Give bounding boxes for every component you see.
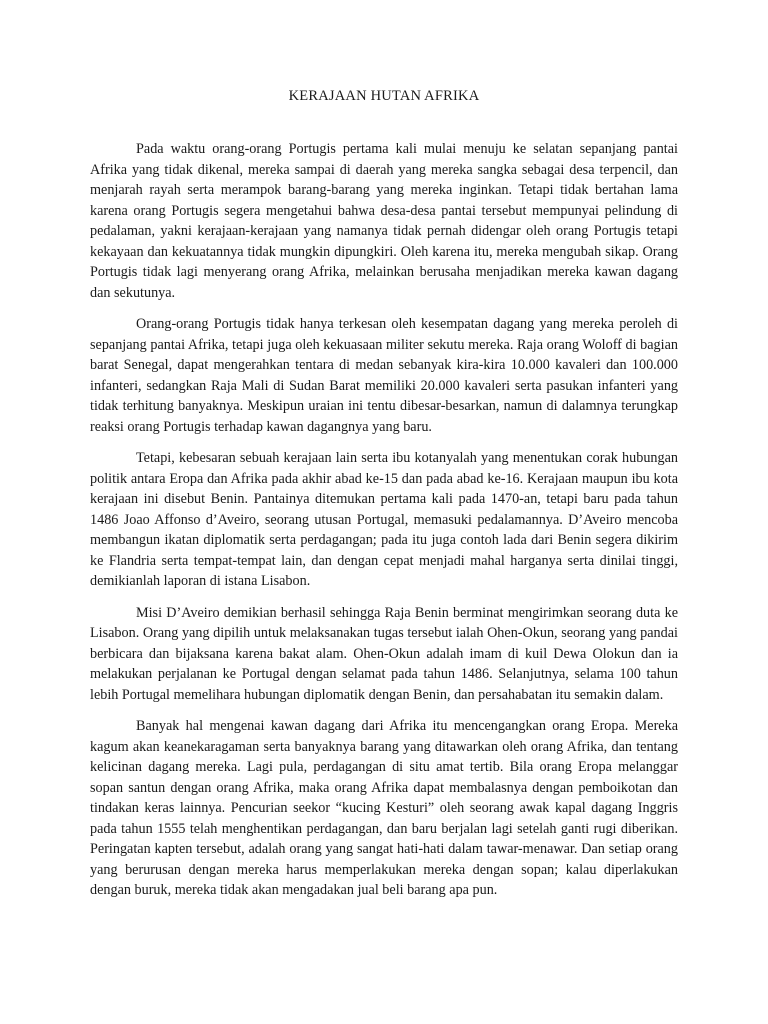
paragraph-4: Misi D’Aveiro demikian berhasil sehingga Raja Benin berminat mengirimkan seorang duta ke Lisabon. Orang yang dipilih untuk melaksanakan tugas tersebut ialah Ohen-Okun, seorang yang pandai berbicara dan bijaksana karena bakat alam. Ohen-Okun adalah imam di kuil Dewa Olokun dan ia melakukan perjalanan ke Portugal dengan selamat pada tahun 1486. Selanjutnya, selama 100 tahun lebih Portugal memelihara hubungan diplomatik dengan Benin, dan persahabatan itu semakin dalam. xyxy=(90,604,678,703)
paragraph-5: Banyak hal mengenai kawan dagang dari Afrika itu mencengangkan orang Eropa. Mereka kagum akan keanekaragaman serta banyaknya barang yang ditawarkan oleh orang Afrika, dan tentang kelicinan dagang mereka. Lagi pula, perdagangan di situ amat tertib. Bila orang Eropa melanggar sopan santun dengan orang Afrika, maka orang Afrika dapat membalasnya dengan pemboikotan dan tindakan keras lainnya. Pencurian seekor “kucing Kesturi” oleh seorang awak kapal dagang Inggris pada tahun 1555 telah menghentikan perdagangan, dan baru berjalan lagi setelah ganti rugi diberikan. Peringatan kapten tersebut, adalah orang yang sangat hati-hati dalam tawar-menawar. Dan setiap orang yang berurusan dengan mereka harus memperlakukan mereka dengan sopan; kalau diperlakukan dengan buruk, mereka tidak akan mengadakan jual beli barang apa pun. xyxy=(90,718,678,898)
paragraph-3: Tetapi, kebesaran sebuah kerajaan lain serta ibu kotanyalah yang menentukan corak hubungan politik antara Eropa dan Afrika pada akhir abad ke-15 dan pada abad ke-16. Kerajaan maupun ibu kota kerajaan ini disebut Benin. Pantainya ditemukan pertama kali pada 1470-an, tetapi baru pada tahun 1486 Joao Affonso d’Aveiro, seorang utusan Portugal, memasuki pedalamannya. D’Aveiro mencoba membangun ikatan diplomatik serta perdagangan; pada itu juga contoh lada dari Benin segera dikirim ke Flandria serta tempat-tempat lain, dan dengan cepat menjadi mahal harganya serta dinilai tinggi, demikianlah laporan di istana Lisabon. xyxy=(90,450,678,589)
document-page xyxy=(90,88,678,912)
paragraph-1: Pada waktu orang-orang Portugis pertama kali mulai menuju ke selatan sepanjang pantai Afrika yang tidak dikenal, mereka sampai di daerah yang mereka sangka sebagai desa terpencil, dan menjarah rayah serta merampok barang-barang yang mereka inginkan. Tetapi tidak bertahan lama karena orang Portugis segera mengetahui bahwa desa-desa pantai tersebut mempunyai pelindung di pedalaman, yakni kerajaan-kerajaan yang namanya tidak pernah didengar oleh orang Portugis tetapi kekayaan dan kekuatannya tidak mungkin dipungkiri. Oleh karena itu, mereka mengubah sikap. Orang Portugis tidak lagi menyerang orang Afrika, melainkan berusaha menjadikan mereka kawan dagang dan sekutunya. xyxy=(90,141,678,301)
document-title: KERAJAAN HUTAN AFRIKA xyxy=(288,88,480,104)
paragraph-2: Orang-orang Portugis tidak hanya terkesan oleh kesempatan dagang yang mereka peroleh di sepanjang pantai Afrika, tetapi juga oleh kekuasaan militer sekutu mereka. Raja orang Woloff di bagian barat Senegal, dapat mengerahkan tentara di medan sebanyak kira-kira 10.000 kavaleri dan 100.000 infanteri, sedangkan Raja Mali di Sudan Barat memiliki 20.000 kavaleri serta pasukan infanteri yang tidak terhitung banyaknya. Meskipun uraian ini tentu dibesar-besarkan, namun di dalamnya terungkap reaksi orang Portugis terhadap kawan dagangnya yang baru. xyxy=(90,316,678,435)
